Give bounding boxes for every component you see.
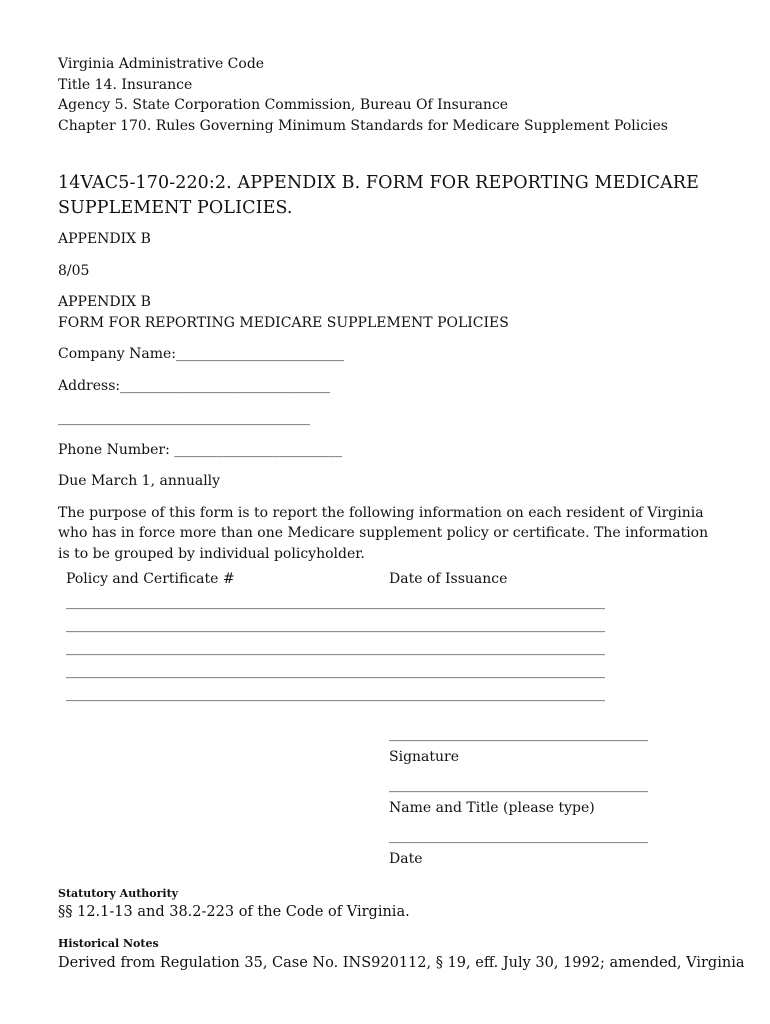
header-title: Title 14. Insurance [58, 76, 193, 93]
signature-line: _____________________________________ [389, 726, 648, 742]
table-row: _____________________________________________________________________________ [66, 686, 605, 702]
historical-notes-text: Derived from Regulation 35, Case No. INS920112, § 19, eff. July 30, 1992; amended, Virginia [58, 955, 745, 971]
date-line: _____________________________________ [389, 828, 648, 844]
appendix-label-2: APPENDIX B [58, 294, 151, 310]
due-date: Due March 1, annually [58, 473, 221, 489]
header-code-name: Virginia Administrative Code [58, 56, 265, 72]
code-header [58, 54, 718, 136]
header-chapter: Chapter 170. Rules Governing Minimum Standards for Medicare Supplement Policies [58, 117, 668, 134]
phone-number-field: Phone Number: ________________________ [58, 441, 343, 458]
column-policy-certificate: Policy and Certificate # [66, 571, 235, 587]
policy-table-rows [58, 592, 718, 704]
table-row: _____________________________________________________________________________ [66, 640, 605, 656]
address-field: Address:______________________________ [58, 377, 331, 394]
table-row: _____________________________________________________________________________ [66, 617, 605, 633]
signature-block [389, 724, 689, 869]
column-date-of-issuance: Date of Issuance [389, 571, 508, 587]
date-label: Date [389, 851, 423, 867]
statutory-authority-heading: Statutory Authority [58, 887, 179, 900]
form-title: FORM FOR REPORTING MEDICARE SUPPLEMENT POLICIES [58, 314, 509, 331]
section-title: 14VAC5-170-220:2. APPENDIX B. FORM FOR REPORTING MEDICARE SUPPLEMENT POLICIES. [58, 173, 699, 218]
address-line2-field: ____________________________________ [58, 410, 310, 426]
header-agency: Agency 5. State Corporation Commission, Bureau Of Insurance [58, 97, 509, 113]
name-title-label: Name and Title (please type) [389, 800, 595, 816]
date-code: 8/05 [58, 262, 90, 279]
company-name-field: Company Name:________________________ [58, 346, 344, 362]
signature-label: Signature [389, 749, 460, 765]
table-row: _____________________________________________________________________________ [66, 594, 605, 610]
document-page [58, 54, 745, 973]
historical-notes-heading: Historical Notes [58, 937, 159, 950]
purpose-paragraph: The purpose of this form is to report the following information on each resident of Virginia who has in force more than one Medicare supplement policy or certificate. The information is to be grouped by individual policyholder. [58, 504, 709, 562]
name-title-line: _____________________________________ [389, 777, 648, 793]
table-row: _____________________________________________________________________________ [66, 663, 605, 679]
policy-table-header [66, 569, 718, 589]
appendix-label: APPENDIX B [58, 231, 151, 247]
statutory-authority-text: §§ 12.1-13 and 38.2-223 of the Code of Virginia. [58, 904, 410, 920]
